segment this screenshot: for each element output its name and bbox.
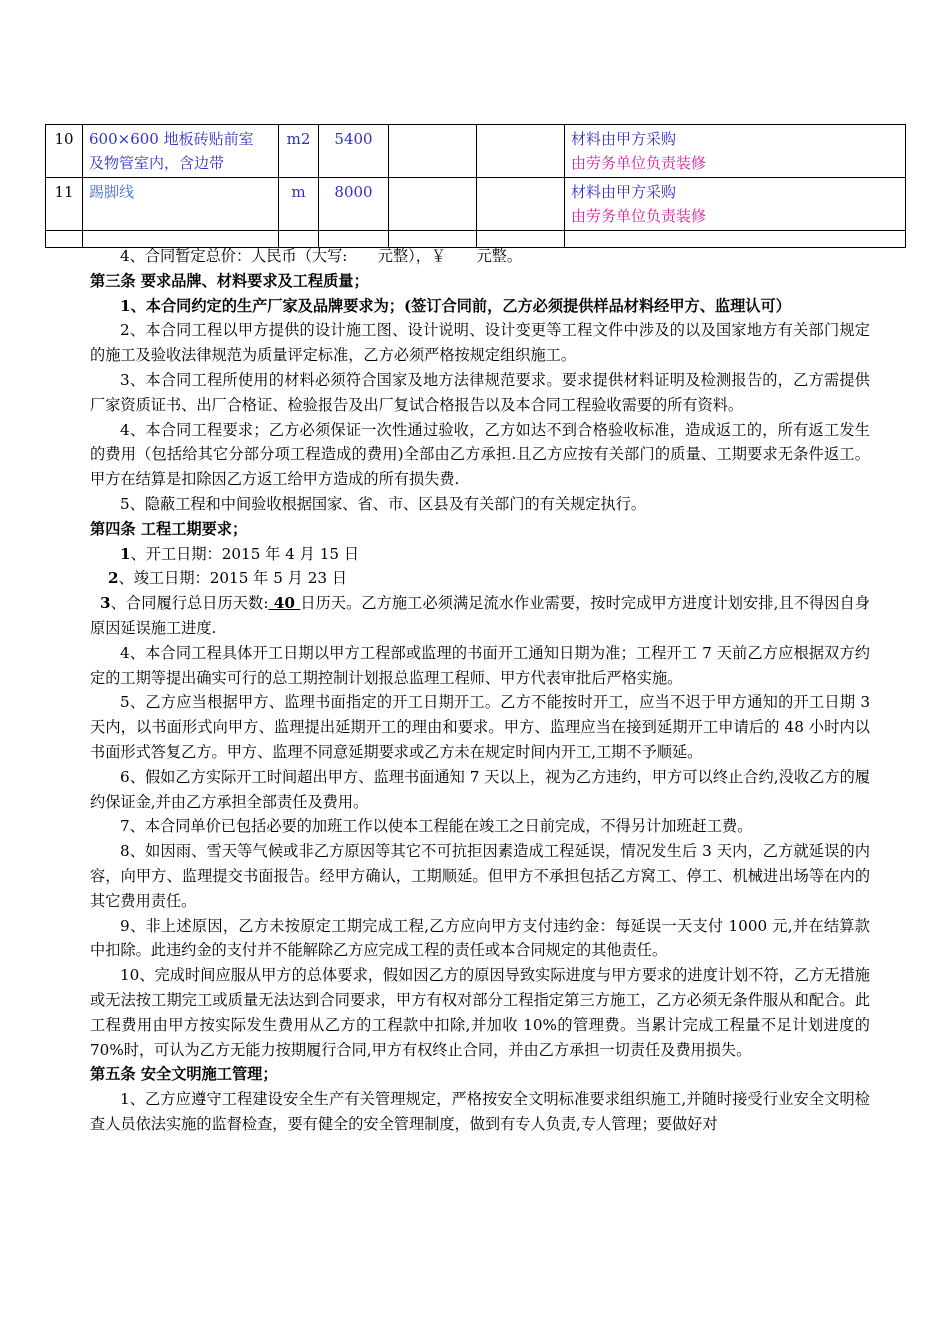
- paragraph: [90, 542, 870, 567]
- paragraph: 1、本合同约定的生产厂家及品牌要求为；(签订合同前，乙方必须提供样品材料经甲方、监理认可）: [120, 296, 791, 315]
- row-number: 11: [46, 178, 83, 231]
- paragraph: 5、隐蔽工程和中间验收根据国家、省、市、区县及有关部门的有关规定执行。: [120, 494, 647, 513]
- table-row: [46, 178, 906, 231]
- item-remark: [565, 178, 906, 231]
- paragraph: [90, 566, 870, 591]
- item-quantity: 8000: [319, 178, 389, 231]
- item-number: 1: [120, 544, 131, 563]
- total-days-value: 40: [268, 594, 301, 613]
- remark-material: 材料由甲方采购: [571, 130, 677, 148]
- contract-body: [90, 244, 870, 1137]
- paragraph: 9、非上述原因，乙方未按原定工期完成工程,乙方应向甲方支付违约金：每延误一天支付 1000 元,并在结算款中扣除。此违约金的支付并不能解除乙方应完成工程的责任或本合同规定的其他责任。: [90, 916, 870, 960]
- item-text: 日历天。乙方施工必须满足流水作业需要，按时完成甲方进度计划安排,且不得因自身原因延误施工进度.: [90, 594, 870, 637]
- section-heading: 第四条 工程工期要求；: [90, 519, 248, 538]
- paragraph: 5、乙方应当根据甲方、监理书面指定的开工日期开工。乙方不能按时开工，应当不迟于甲方通知的开工日期 3 天内，以书面形式向甲方、监理提出延期开工的理由和要求。甲方、监理应当在接到延期开工申请后的 48 小时内以书面形式答复乙方。甲方、监理不同意延期要求或乙方未在规定时间内开工,工期不予顺延。: [90, 693, 870, 761]
- section-heading: 第三条 要求品牌、材料要求及工程质量；: [90, 271, 369, 290]
- item-name-line: 及物管室内，含边带: [89, 154, 225, 172]
- paragraph: 4、本合同工程要求；乙方必须保证一次性通过验收，乙方如达不到合格验收标准，造成返工的，所有返工发生的费用（包括给其它分部分项工程造成的费用)全部由乙方承担.且乙方应按有关部门的质量、工期要求无条件返工。甲方在结算是扣除因乙方返工给甲方造成的所有损失费.: [90, 420, 870, 489]
- remark-labor: 由劳务单位负责装修: [571, 154, 707, 172]
- item-text: 、竣工日期：2015 年 5 月 23 日: [118, 569, 348, 588]
- paragraph: 10、完成时间应服从甲方的总体要求，假如因乙方的原因导致实际进度与甲方要求的进度计划不符，乙方无措施或无法按工期完工或质量无法达到合同要求，甲方有权对部分工程指定第三方施工，乙方必须无条件服从和配合。此工程费用由甲方按实际发生费用从乙方的工程款中扣除,并加收 10%的管理费。当累计完成工程量不足计划进度的 70%时，可认为乙方无能力按期履行合同,甲方有权终止合同，并由乙方承担一切责任及费用损失。: [90, 966, 870, 1059]
- paragraph: 4、合同暂定总价：人民币（大写: 元整），￥ 元整。: [120, 247, 523, 265]
- paragraph: 1、乙方应遵守工程建设安全生产有关管理规定，严格按安全文明标准要求组织施工,并随时接受行业安全文明检查人员依法实施的监督检查，要有健全的安全管理制度，做到有专人负责,专人管理；要做好对: [90, 1090, 870, 1133]
- item-name-line: 踢脚线: [89, 183, 135, 201]
- item-text: 、开工日期：2015 年 4 月 15 日: [130, 544, 360, 563]
- paragraph: 4、本合同工程具体开工日期以甲方工程部或监理的书面开工通知日期为准；工程开工 7 天前乙方应根据双方约定的工期等提出确实可行的总工期控制计划报总监理工程师、甲方代表审批后严格实施。: [90, 643, 870, 687]
- items-table: [45, 124, 906, 248]
- paragraph: [90, 591, 870, 641]
- item-remark: [565, 125, 906, 178]
- paragraph: 2、本合同工程以甲方提供的设计施工图、设计说明、设计变更等工程文件中涉及的以及国家地方有关部门规定的施工及验收法律规范为质量评定标准，乙方必须严格按规定组织施工。: [90, 321, 870, 365]
- empty-cell: [389, 178, 477, 231]
- item-name-line: 600×600 地板砖贴前室: [89, 130, 254, 148]
- remark-labor: 由劳务单位负责装修: [571, 207, 707, 225]
- table-row: [46, 125, 906, 178]
- row-number: 10: [46, 125, 83, 178]
- item-name: [83, 178, 279, 231]
- paragraph: 6、假如乙方实际开工时间超出甲方、监理书面通知 7 天以上，视为乙方违约，甲方可以终止合约,没收乙方的履约保证金,并由乙方承担全部责任及费用。: [90, 767, 870, 811]
- item-unit: m: [279, 178, 319, 231]
- item-number: 3: [100, 594, 111, 613]
- item-number: 2: [108, 569, 119, 588]
- remark-material: 材料由甲方采购: [571, 183, 677, 201]
- section-heading: 第五条 安全文明施工管理；: [90, 1065, 278, 1084]
- empty-cell: [477, 178, 565, 231]
- empty-cell: [477, 125, 565, 178]
- paragraph: 8、如因雨、雪天等气候或非乙方原因等其它不可抗拒因素造成工程延误，情况发生后 3 天内，乙方就延误的内容，向甲方、监理提交书面报告。经甲方确认，工期顺延。但甲方不承担包括乙方窝工、停工、机械进出场等在内的其它费用责任。: [90, 842, 870, 910]
- paragraph: 3、本合同工程所使用的材料必须符合国家及地方法律规范要求。要求提供材料证明及检测报告的，乙方需提供厂家资质证书、出厂合格证、检验报告及出厂复试合格报告以及本合同工程验收需要的所有资料。: [90, 370, 870, 414]
- empty-cell: [389, 125, 477, 178]
- paragraph: 7、本合同单价已包括必要的加班工作以使本工程能在竣工之日前完成，不得另计加班赶工费。: [120, 817, 753, 836]
- item-name: [83, 125, 279, 178]
- empty-cell: [46, 231, 83, 248]
- item-quantity: 5400: [319, 125, 389, 178]
- item-unit: m2: [279, 125, 319, 178]
- item-text: 、合同履行总日历天数:: [110, 594, 269, 613]
